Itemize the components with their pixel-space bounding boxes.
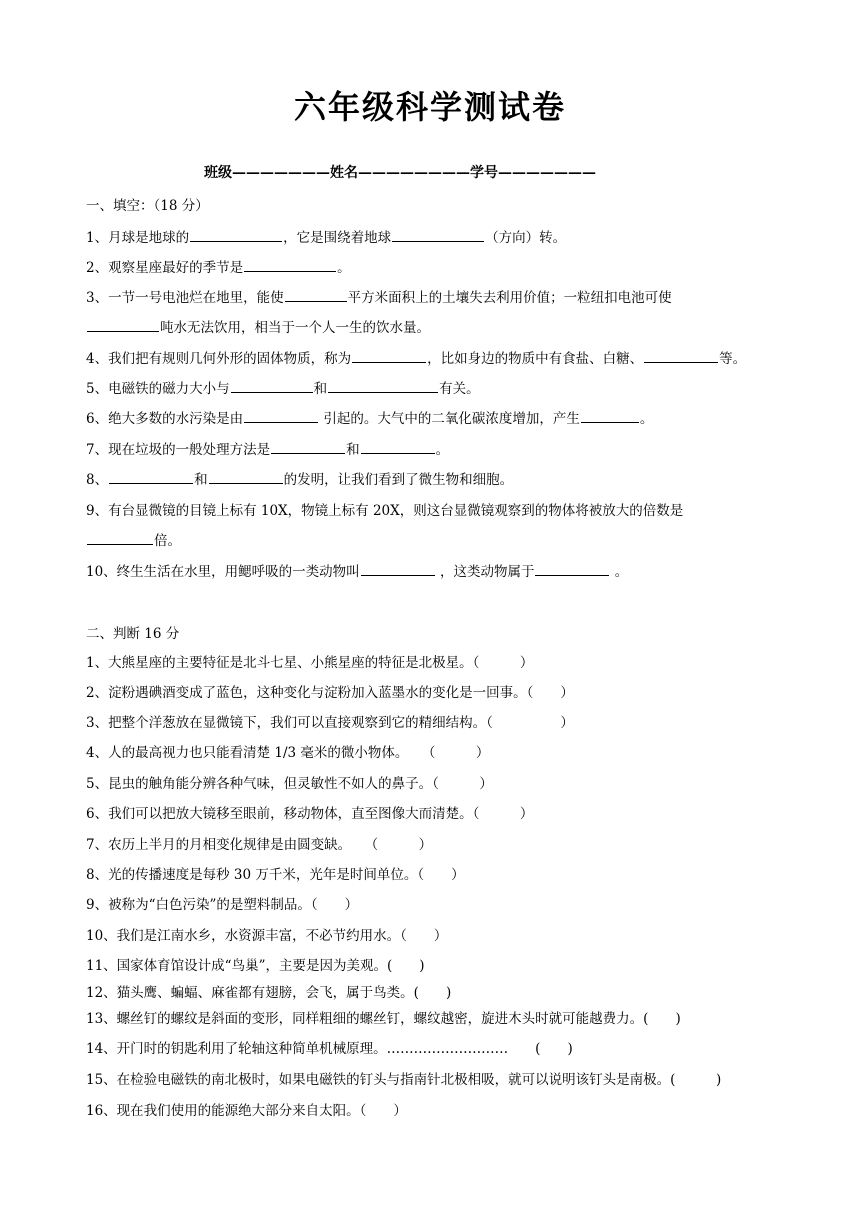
judge-question: 8、光的传播速度是每秒 30 万千米，光年是时间单位。（ ）	[86, 867, 465, 883]
answer-blank[interactable]	[244, 257, 336, 272]
judge-question: 16、现在我们使用的能源绝大部分来自太阳。（ ）	[86, 1103, 407, 1119]
answer-blank[interactable]	[109, 469, 193, 484]
judge-question: 14、开门时的钥匙利用了轮轴这种简单机械原理。……………………… ( )	[86, 1041, 573, 1057]
fill-question-3-cont: 吨水无法饮用，相当于一个人一生的饮水量。	[86, 316, 430, 336]
fill-question-2: 2、观察星座最好的季节是 。	[86, 256, 351, 276]
answer-blank[interactable]	[244, 408, 318, 423]
judge-question: 6、我们可以把放大镜移至眼前，移动物体，直至图像大而清楚。（ ）	[86, 806, 534, 822]
fill-question-3: 3、一节一号电池烂在地里，能使 平方米面积上的土壤失去利用价值；一粒纽扣电池可使	[86, 286, 672, 306]
section2-heading: 二、判断 16 分	[86, 626, 180, 642]
judge-question: 4、人的最高视力也只能看清楚 1/3 毫米的微小物体。 （ ）	[86, 745, 490, 761]
page-title: 六年级科学测试卷	[293, 88, 566, 126]
answer-blank[interactable]	[328, 378, 438, 393]
judge-question: 10、我们是江南水乡，水资源丰富，不必节约用水。（ ）	[86, 928, 448, 944]
fill-question-8: 8、 和 的发明，让我们看到了微生物和细胞。	[86, 468, 513, 488]
judge-question: 15、在检验电磁铁的南北极时，如果电磁铁的钉头与指南针北极相吸，就可以说明该钉头是南极。( )	[86, 1072, 722, 1088]
answer-blank[interactable]	[535, 561, 609, 576]
judge-question: 7、农历上半月的月相变化规律是由圆变缺。 （ ）	[86, 837, 433, 853]
answer-blank[interactable]	[231, 378, 313, 393]
judge-question: 1、大熊星座的主要特征是北斗七星、小熊星座的特征是北极星。（ ）	[86, 655, 534, 671]
judge-question: 12、猫头鹰、蝙蝠、麻雀都有翅膀，会飞，属于鸟类。( )	[86, 985, 452, 1001]
judge-question: 9、被称为“白色污染”的是塑料制品。（ ）	[86, 897, 359, 913]
fill-question-6: 6、绝大多数的水污染是由 引起的。大气中的二氧化碳浓度增加，产生 。	[86, 407, 653, 427]
answer-blank[interactable]	[361, 561, 435, 576]
judge-question: 11、国家体育馆设计成“鸟巢”，主要是因为美观。( )	[86, 958, 425, 974]
answer-blank[interactable]	[87, 317, 159, 332]
judge-question: 3、把整个洋葱放在显微镜下，我们可以直接观察到它的精细结构。（ ）	[86, 715, 574, 731]
fill-question-1: 1、月球是地球的 ，它是围绕着地球 （方向）转。	[86, 226, 566, 246]
section1-heading: 一、填空：（18 分）	[86, 198, 209, 214]
answer-blank[interactable]	[87, 530, 153, 545]
answer-blank[interactable]	[361, 439, 435, 454]
answer-blank[interactable]	[352, 348, 426, 363]
fill-question-9-cont: 倍。	[86, 529, 181, 549]
fill-question-9: 9、有台显微镜的目镜上标有 10X，物镜上标有 20X，则这台显微镜观察到的物体将被放大的倍数是	[86, 503, 684, 519]
fill-question-4: 4、我们把有规则几何外形的固体物质，称为 ，比如身边的物质中有食盐、白糖、 等。	[86, 347, 746, 367]
student-info-line: 班级———————姓名————————学号———————	[204, 165, 596, 181]
answer-blank[interactable]	[581, 408, 639, 423]
fill-question-7: 7、现在垃圾的一般处理方法是 和 。	[86, 438, 449, 458]
answer-blank[interactable]	[190, 227, 282, 242]
fill-question-10: 10、终生生活在水里，用鳃呼吸的一类动物叫 ，这类动物属于 。	[86, 560, 628, 580]
judge-question: 5、昆虫的触角能分辨各种气味，但灵敏性不如人的鼻子。（ ）	[86, 776, 493, 792]
answer-blank[interactable]	[271, 439, 345, 454]
answer-blank[interactable]	[392, 227, 484, 242]
answer-blank[interactable]	[644, 348, 718, 363]
answer-blank[interactable]	[209, 469, 283, 484]
answer-blank[interactable]	[285, 287, 347, 302]
fill-question-5: 5、电磁铁的磁力大小与 和 有关。	[86, 377, 480, 397]
judge-question: 13、螺丝钉的螺纹是斜面的变形，同样粗细的螺丝钉，螺纹越密，旋进木头时就可能越费力。( )	[86, 1011, 681, 1027]
judge-question: 2、淀粉遇碘酒变成了蓝色，这种变化与淀粉加入蓝墨水的变化是一回事。（ ）	[86, 685, 574, 701]
